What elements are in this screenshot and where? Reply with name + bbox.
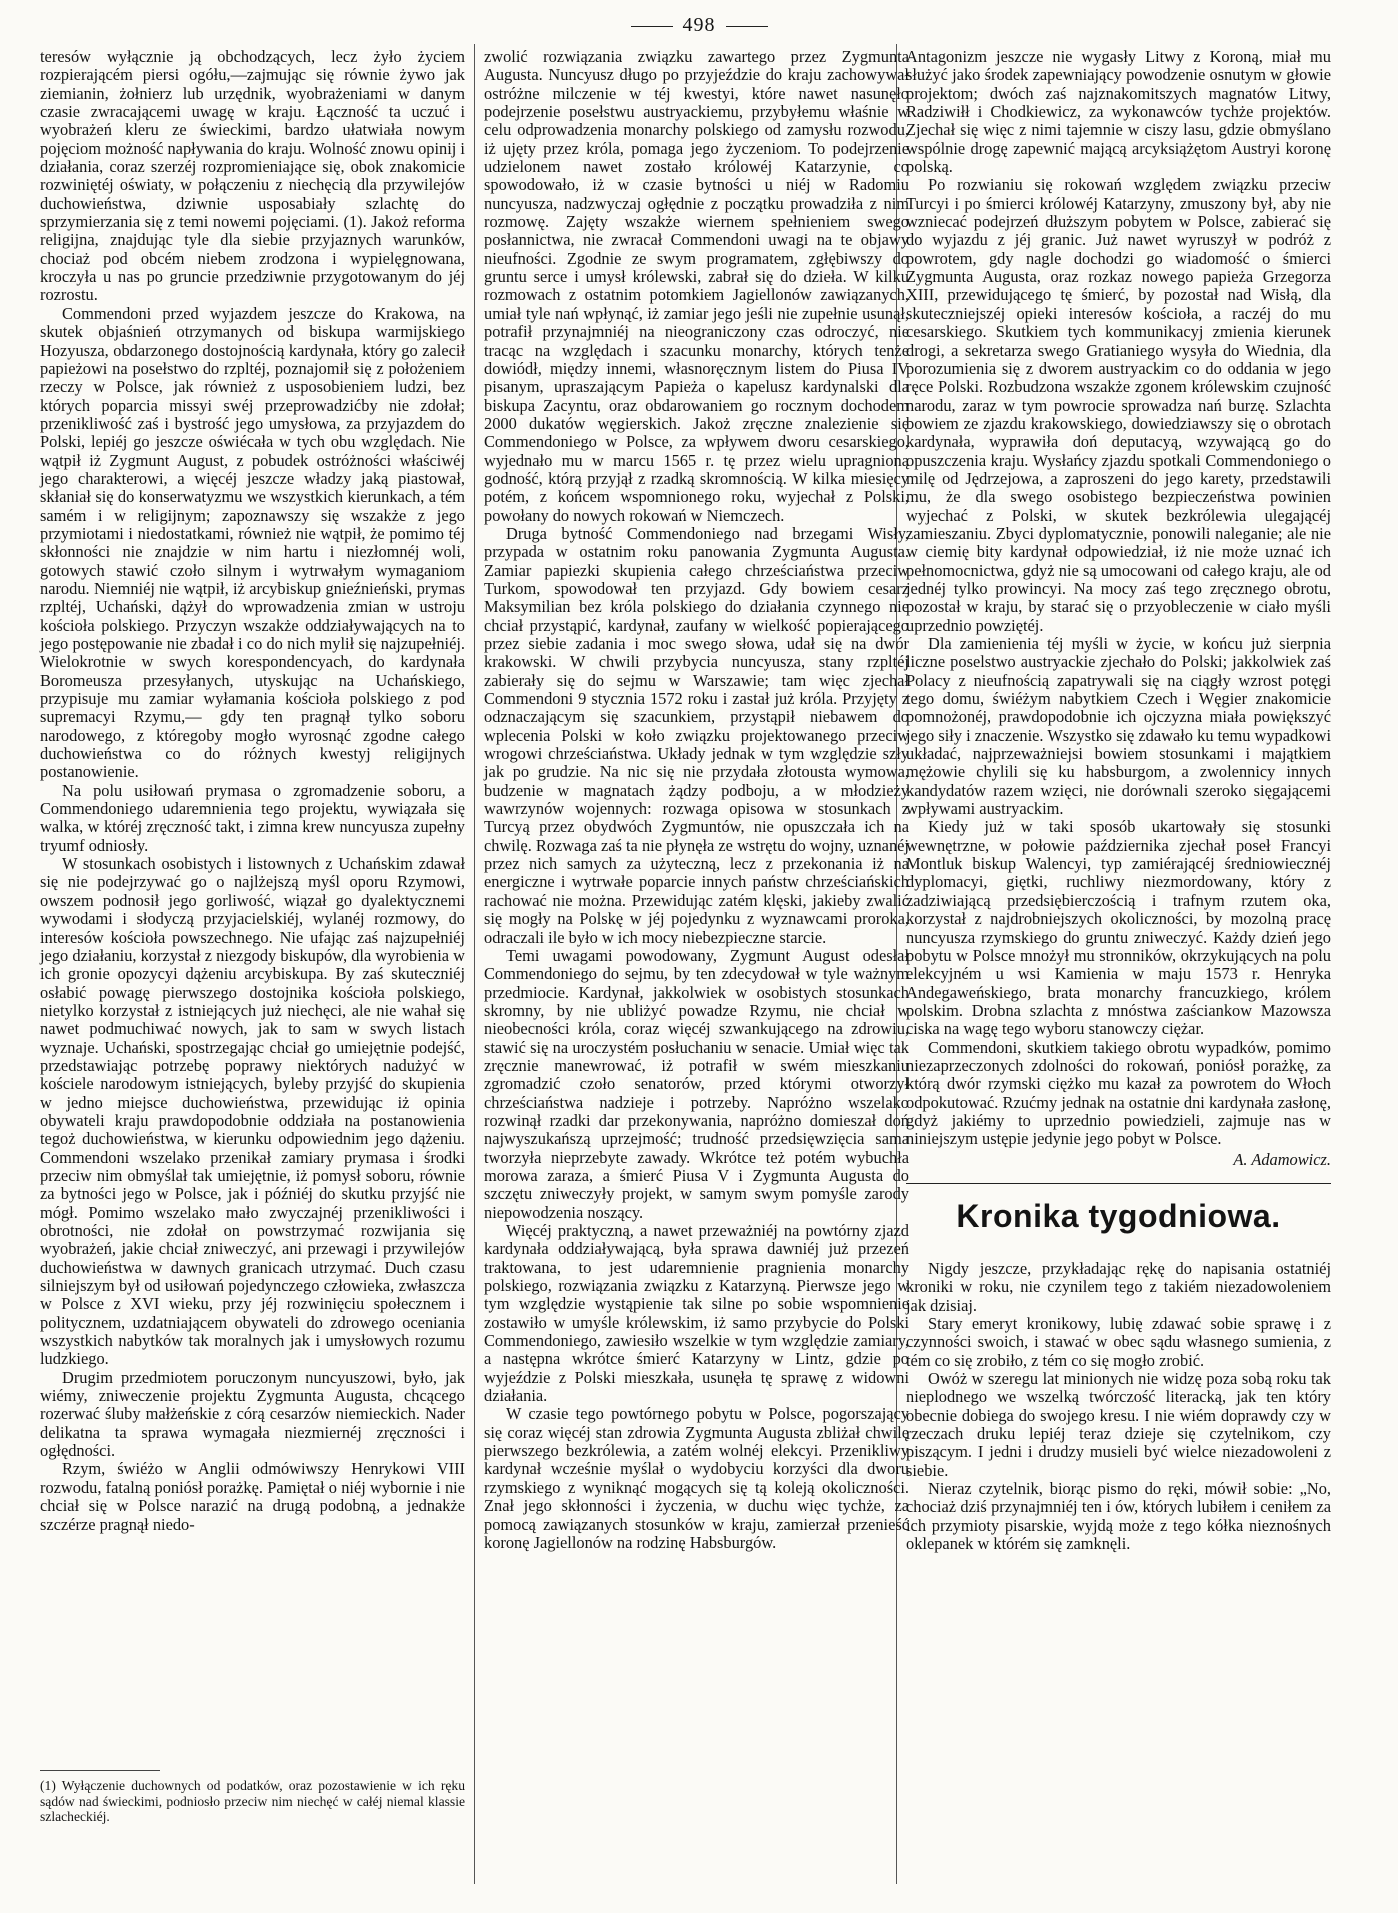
footnote-rule [40,1770,160,1771]
page-number-header [0,14,1398,37]
chronicle-paragraph: Nieraz czytelnik, biorąc pismo do ręki, mówił sobie: „No, chociaż dziś przynajmniéj ten i ów, których lubiłem i ceniłem za ich przymioty pisarskie, wyjdą może z tego kółka nieznośnych oklepanek w którém się zamknęli. [906,1479,1331,1554]
column-divider-1 [474,44,475,1884]
col1-paragraph: Rzym, świéżo w Anglii odmówiwszy Henrykowi VIII rozwodu, fatalną poniósł porażkę. Pamiętał o niéj wybornie i nie chciał się w Polsce narazić na drugą podobną, a jednakże szczérze pragnął niedo- [40,1459,465,1534]
col2-paragraph: zwolić rozwiązania związku zawartego przez Zygmunta Augusta. Nuncyusz długo po przyjeździe do kraju zachowywał ostróżne milczenie w téj kwestyi, które nawet nasunęło podejrzenie posełstwu austryackiemu, przybyłemu właśnie w celu odprowadzenia monarchy polskiego od zamysłu rozwodu, iż ujęty przez króla, pomaga jego życzeniom. To podejrzenie udzielonem nawet zostało królowéj Katarzynie, co spowodowało, iż w czasie bytności u niéj w Radomiu nuncyusza, nadzwyczaj ogłędnie z początku prowadziła z nim rozmowę. Zajęty wszakże wiernem spełnieniem swego posłannictwa, nie zwracał Commendoni uwagi na te objawy nieufności. Zgodnie ze swym programatem, zgłębiwszy do gruntu serce i umysł królewski, zabrał się do dzieła. W kilku rozmowach z ostatnim potomkiem Jagiellonów zawiązanych, umiał tyle nań wpłynąć, iż zamiar jego jeśli nie zupełnie usunął, potrafił przynajmniéj na nieograniczony czas odroczyć, nie tracąc na względach i szacunku monarchy, których tenże dowiódł, między innemi, własnoręcznym listem do Piusa IV pisanym, upraszającym Papieża o kapelusz kardynalski dla biskupa Zacyntu, oraz obdarowaniem go rocznym dochodem 2000 dukatów węgierskich. Jakoż zręczne znalezienie się Commendoniego w Polsce, za wpływem dworu cesarskiego, wyjednało mu w marcu 1565 r. tę przez wielu upragnioną godność, którą przyjął z rzadką skromnością. W kilka miesięcy potém, z końcem wspomnionego roku, wyjechał z Polski, powołany do nowych rokowań w Niemczech. [484,47,909,525]
col3-paragraph: Kiedy już w taki sposób ukartowały się stosunki wewnętrzne, w połowie października zjechał poseł Francyi Montluk biskup Walencyi, typ zamiérającéj średniowiecznéj dyplomacyi, giętki, ruchliwy niezmordowany, który z zadziwiającą przedsiębierczością i trafnym rzutem oka, korzystał z najdrobniejszych okoliczności, by mozolną pracę nuncyusza rzymskiego do gruntu zniweczyć. Każdy dzień jego pobytu w Polsce mnożył mu stronników, okrzykujących na polu elekcyjném u wsi Kamienia w maju 1573 r. Henryka Andegaweńskiego, brata monarchy francuzkiego, królem polskim. Drobna szlachta z mnóstwa zaściankow Mazowsza ciska na wagę tego wyboru stanowczy ciężar. [906,817,1331,1039]
col3-paragraph: Commendoni, skutkiem takiego obrotu wypadków, pomimo niezaprzeczonych zdolności do rokowań, poniósł porażkę, za którą dwór rzymski ciężko mu kazał za powrotem do Włoch odpokutować. Rzućmy jednak na ostatnie dni kardynała zasłonę, gdyż jakiémy to uprzednio powiedzieli, zajmuje nas w niniejszym ustępie jedynie jego pobyt w Polsce. [906,1037,1331,1149]
col1-paragraph: Commendoni przed wyjazdem jeszcze do Krakowa, na skutek objaśnień otrzymanych od biskupa warmijskiego Hozyusza, obdarzonego dostojnością kardynała, który go zalecił papieżowi na posełstwo do rzpltéj, poznajomił się z położeniem rzeczy w Polsce, jak również z usposobieniem ludzi, bez których poparcia missyi swéj przeprowadzićby nie zdołał; przenikliwość zaś i bystrość jego umysłowa, za przyjazdem do Polski, lepiéj go jeszcze oświécała w tych obu względach. Nie wątpił iż Zygmunt August, z pobudek ostróżności właściwéj jego charakterowi, a więcéj jeszcze władzy jaką piastował, skłaniał się do konserwatyzmu we wszystkich kierunkach, a tém samém i w religijnym; zapoznawszy się wszakże z jego przymiotami i niedostatkami, również nie wątpił, że pomimo téj skłonności nie znajdzie w nim hartu i niezłomnéj woli, gotowych stawić czoło silnym i wytrwałym wymaganiom narodu. Niemniéj nie wątpił, iż arcybiskup gnieźnieński, prymas rzpltéj, Uchański, dążył do wprowadzenia zmian w ustroju kościoła polskiego. Przyczyn wszakże oddziaływających na to jego postępowanie nie zbadał i co do nich mylił się najzupełniéj. Wielokrotnie w swych korespondencyach, do kardynała Boromeusza przesyłanych, utyskując na Uchańskiego, przypisuje mu zamiar wyłamania kościoła polskiego z pod supremacyi Rzymu,— gdy ten pragnął tylko soboru narodowego, z któregoby mogło wyrosnąć zgodne całego duchowieństwa co do różnych kwestyj religijnych postanowienie. [40,303,465,782]
col3-paragraph: Dla zamienienia téj myśli w życie, w końcu już sierpnia liczne poselstwo austryackie zjechało do Polski; jakkolwiek zaś Polacy z nieufnością zapatrywali się na ciągły wzrost potęgi tego domu, świéżym nabytkiem Czech i Węgier znakomicie pomnożonéj, prawdopodobnie ich ojczyzna miała powiększyć jego siły i znaczenie. Wszystko się zdawało ku temu wypadkowi układać, najprzeważniejsi bowiem stosunkami i majątkiem mężowie chylili się ku habsburgom, a zwolennicy innych kandydatów razem wzięci, nie dorównali szeroko sięgającemi wpływami austryackim. [906,634,1331,819]
page-number: 498 [682,14,716,36]
col2-paragraph: Więcéj praktyczną, a nawet przeważniéj na powtórny zjazd kardynała oddziaływającą, była sprawa dawniéj już przezeń traktowana, to jest udaremnienie pragnienia monarchy polskiego, rozwiązania związku z Katarzyną. Pierwsze jego w tym względzie wystąpienie tak silne po sobie wspomnienie zostawiło w umyśle królewskim, iż samo przybycie do Polski Commendoniego, zawiesiło wszelkie w tym względzie zamiary, a następna wkrótce śmierć Katarzyny w Lintz, gdzie po wyjeździe z Polski mieszkała, usunęła tę sprawę z widowni działania. [484,1221,909,1406]
author-signature: A. Adamowicz. [1233,1149,1331,1169]
col2-paragraph: W czasie tego powtórnego pobytu w Polsce, pogorszający się coraz więcéj stan zdrowia Zygmunta Augusta zbliżał chwilę pierwszego bezkrólewia, a zatém wolnéj elekcyi. Przenikliwy kardynał wcześnie myślał o wydobyciu korzyści dla dworu rzymskiego z wyniknąć mogących się tą koleją okoliczności. Znał jego skłonności i życzenia, w duchu więc tychże, za pomocą zawiązanych stosunków w kraju, zamierzał przenieść koronę Jagiellonów na rodzinę Habsburgów. [484,1404,909,1552]
section-divider [906,1183,1331,1184]
col2-paragraph: Temi uwagami powodowany, Zygmunt August odesłał Commendoniego do sejmu, by ten zdecydował w tyle ważnym przedmiocie. Kardynał, jakkolwiek w osobistych stosunkach skromny, by nie ubliżyć powadze Rzymu, nie chciał w nieobecności króla, coraz więcéj szwankującego na zdrowiu, stawić się na uroczystém posłuchaniu w senacie. Umiał więc tak zręcznie manewrować, iż potrafił w swém mieszkaniu zgromadzić czoło senatorów, przed którymi otworzył chrześciaństwa nadzieje i potrzeby. Napróżno wszelako rozwinął rzadki dar przekonywania, napróżno domieszał doń najwyszukańszą uprzejmość; trudność przedsięwzięcia sama tworzyła nieprzebyte zawady. Wkrótce też potém wybuchła morowa zaraza, a śmierć Piusa V i Zygmunta Augusta do szczętu zniweczyły projekt, w samym swym pomyśle zarody niepowodzenia noszący. [484,945,909,1222]
section-title: Kronika tygodniowa. [956,1197,1281,1234]
col1-paragraph: teresów wyłącznie ją obchodzących, lecz żyło życiem rozpierającém piersi ogółu,—zajmując się równie żywo jak ziemianin, żołnierz lub urzędnik, wyobrażeniami w danym czasie zwracającemi uwagę w kraju. Łączność ta uczuć i wyobrażeń kleru ze świeckimi, bardzo ułatwiała nowym pojęciom możność napływania do kraju. Wolność znowu opinij i działania, coraz szerzéj rozpromieniające się, obok znakomicie rozwiniętéj oświaty, w połączeniu z niechęcią dla przywilejów duchowieństwa, dziwnie usposabiały szlachtę do sprzymierzania się z temi nowemi pojęciami. (1). Jakoż reforma religijna, znajdując tyle dla siebie przyjaznych warunków, chociaż pod obcém niebem zrodzona i wypielęgnowana, kroczyła u nas po gruncie przedziwnie przygotowanym do jéj rozrostu. [40,47,465,305]
col1-paragraph: Drugim przedmiotem poruczonym nuncyuszowi, było, jak wiémy, zniweczenie projektu Zygmunta Augusta, chcącego rozerwać śluby małżeńskie z córą cesarzów niemieckich. Nader delikatna ta sprawa wymagała niezmiernéj zręczności i ogłędności. [40,1367,465,1461]
header-dash-right [726,26,768,27]
column-3 [906,48,1331,1878]
column-1 [40,48,465,1763]
col1-paragraph: W stosunkach osobistych i listownych z Uchańskim zdawał się nie podejrzywać go o najlżejszą myśl oporu Rzymowi, owszem podnosił jego gorliwość, wiązał go dyalektycznemi wywodami i słodyczą przyjacielskiéj, wylanéj rozmowy, do interesów kościoła powszechnego. Nie ufając zaś najzupełniéj jego działaniu, korzystał z niezgody biskupów, dla wyrobienia w ich gronie opozycyi dążeniu arcybiskupa. By zaś skuteczniéj osłabić powagę pierwszego dostojnika kościoła polskiego, nietylko korzystał z istniejących już niechęci, ale nie wahał się nawet podmuchiwać nowych, jak to sam w swych listach wyznaje. Uchański, spostrzegając chciał go umiejętnie podejść, przedstawiając potrzebę poprawy niektórych nadużyć w kościele narodowym istniejących, byleby przyjść do skupienia w jedno miejsce duchowieństwa, przewidując iż opinia obywateli kraju prawdopodobnie oddziała na postanowienia tegoż duchowieństwa, w kierunku odpowiednim jego dążeniu. Commendoni wszelako przenikał zamiary prymasa i środki przeciw nim obmyślał tak umiejętnie, iż pomysł soboru, równie za bytności jego w Polsce, jak i późniéj do skutku przyjść nie mógł. Pomimo wszelako mało zwyczajnéj przenikliwości i obrotności, nie zdołał on powstrzymać rozwijania się wyobrażeń, jakie chciał zniweczyć, ani przewagi i przywilejów duchowieństwa w dawnych granicach utrzymać. Duch czasu silniejszym był od usiłowań pojedynczego człowieka, zwłaszcza w Polsce z XVI wieku, przy jéj rozwinięciu społecznem i politycznem, uzdatniającem obywateli do zdrowego oceniania wszystkich nabytków tak moralnych jak i umysłowych rozumu ludzkiego. [40,854,465,1369]
col1-paragraph: Na polu usiłowań prymasa o zgromadzenie soboru, a Commendoniego udaremnienia tego projektu, wywiązała się walka, w któréj zręczność takt, i zimna krew nuncyusza zupełny tryumf odniosły. [40,780,465,855]
header-dash-left [631,26,673,27]
chronicle-paragraph: Owóż w szeregu lat minionych nie widzę poza sobą roku tak nieplodnego we wszelką twórczość literacką, jak ten który obecnie dobiega do swojego kresu. I nie wiém doprawdy czy w rzeczach druku lepiéj teraz dzieje się czytelnikom, czy piszącym. I jedni i drudzy musieli być wielce niezadowoleni z siebie. [906,1369,1331,1480]
chronicle-paragraph: Nigdy jeszcze, przykładając rękę do napisania ostatniéj kroniki w roku, nie czynilem tego z takiém niezadowoleniem jak dzisiaj. [906,1258,1331,1315]
chronicle-paragraph: Stary emeryt kronikowy, lubię zdawać sobie sprawę i z czynności swoich, i stawać w obec sądu własnego sumienia, z tém co się zrobiło, z tém co się mogło zrobić. [906,1314,1331,1370]
footnote: (1) Wyłączenie duchownych od podatków, oraz pozostawienie w ich ręku sądów nad świeckimi, podniosło przeciw nim niechęć w całéj niemal klassie szlacheckiéj. [40,1778,465,1824]
column-2 [484,48,909,1878]
col2-paragraph: Druga bytność Commendoniego nad brzegami Wisły, przypada w ostatnim roku panowania Zygmunta Augusta. Zamiar papiezki skupienia całego chrześciaństwa przeciw Turkom, spowodował ten przyjazd. Gdy bowiem cesarz Maksymilian bez króla polskiego do działania czynnego nie chciał przystąpić, kardynał, zaufany w wielkość popierającego przez siebie zadania i moc swego słowa, udał się na dwór krakowski. W chwili przybycia nuncyusza, stany rzpltéj zabierały się do sejmu w Warszawie; tam więc zjechał Commendoni 9 stycznia 1572 roku i zastał już króla. Przyjęty z odznaczającym się szacunkiem, przystąpił niebawem do wplecenia Polski w koło związku projektowanego przeciw wrogowi chrześciaństwa. Układy jednak w tym względzie szły jak po grudzie. Na nic się nie przydała złotousta wymowa, budzenie w magnatach żądzy podboju, a w młodzieży wawrzynów wojennych: rozwaga opisowa w stosunkach z Turcyą przez obydwóch Zygmuntów, nie opuszczała ich na chwilę. Rozwaga zaś ta nie płynęła ze wstrętu do wojny, uznanéj przez nich samych za użyteczną, lecz z przekonania iż na energiczne i wytrwałe poparcie innych państw chrześciańskich rachować nie można. Przewidując zatém klęski, jakieby zwalić się mogły na Polskę w jéj pojedynku z wyznawcami proroka, odraczali ile było w ich mocy niebezpieczne starcie. [484,523,909,947]
col3-paragraph: Po rozwianiu się rokowań względem związku przeciw Turcyi i po śmierci królowéj Katarzyny, zmuszony był, aby nie wzniecać podejrzeń dłuższym pobytem w Polsce, zabierać się do wyjazdu z jéj granic. Już nawet wyruszył w podróż z powrotem, gdy nagle dochodzi go wiadomość o śmierci Zygmunta Augusta, oraz rozkaz nowego papieża Grzegorza XIII, przewidującego tę śmierć, by pozostał nad Wisłą, dla skuteczniejszéj opieki interesów kościoła, a raczéj do mu cesarskiego. Skutkiem tych kommunikacyj zmienia kierunek drogi, a sekretarza swego Gratianiego wysyła do Wiednia, dla porozumienia się z dworem austryackim co do oddania w jego ręce Polski. Rozbudzona wszakże zgonem królewskim czujność narodu, zaraz w tym powrocie sprowadza nań burzę. Szlachta bowiem ze zjazdu krakowskiego, dowiedziawszy się o obrotach kardynała, wyprawiła doń deputacyą, wzywającą go do opuszczenia kraju. Wysłańcy zjazdu spotkali Commendoniego o milę od Jędrzejowa, a zaproszeni do jego karety, przedstawili mu, że dla swego osobistego bezpieczeństwa powinien wyjechać z Polski, w skutek bezkrólewia ulegającéj zamieszaniu. Zbyci dyplomatycznie, ponowili naleganie; ale nie w ciemię bity kardynał odpowiedział, iż nie może uznać ich pełnomocnictwa, gdyż nie są umocowani od całego kraju, ale od jednéj tylko prowincyi. Na mocy zaś tego zręcznego obrotu, pozostał w kraju, by starać się o przyobleczenie w ciało myśli uprzednio powziętéj. [906,175,1331,635]
col3-paragraph: Antagonizm jeszcze nie wygasły Litwy z Koroną, miał mu służyć jako środek zapewniający powodzenie osnutym w głowie projektom; dwóch zaś najznakomitszych magnatów Litwy, Radziwiłł i Chodkiewicz, za wykonawców tychże projektów. Zjechał się więc z nimi tajemnie w ciszy lasu, gdzie obmyślano wspólnie drogę zapewnić mającą arcyksiążętom Austryi koronę polską. [906,47,1331,177]
